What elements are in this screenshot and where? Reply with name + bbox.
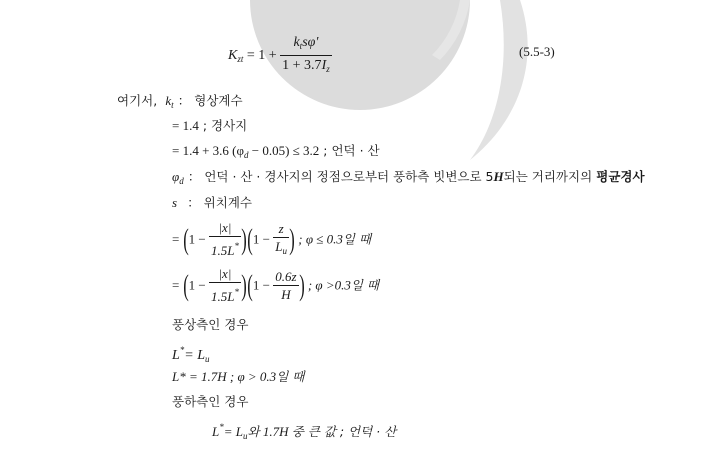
downwind-label: 풍하측인 경우 (172, 394, 249, 409)
downwind-eq: $L^*= L_u$와 1.7H 중 큰 값 ; 언덕 · 산 (212, 422, 397, 441)
upwind-label: 풍상측인 경우 (172, 317, 249, 332)
main-equation: $K_{zt} = 1$ + $\frac{k_ts\varphi'}{1 + 3.7I_z}$ (228, 34, 332, 78)
kt-value-hill: = 1.4 + 3.6 $(\varphi_d - 0.05) \le 3.2$ ; 언덕 · 산 (172, 143, 380, 160)
s-equation-2: = (1 − $\frac{|x|}{1.5L^*}$ )(1 − $\frac{0.6z}{H}$ ) ; φ >0.3일 때 (172, 266, 379, 304)
upwind-eq-1: $L^*= L_u$ (172, 345, 210, 364)
equation-number: (5.5-3) (519, 44, 555, 59)
where-kt-line: 여기서, $k_t$ ： 형상계수 (117, 93, 243, 110)
upwind-eq-2: L* = 1.7H ; φ > 0.3일 때 (172, 369, 305, 384)
phid-definition: $\varphi_d$ ： 언덕 · 산 · 경사지의 정점으로부터 풍하측 빗변으로 5H되는 거리까지의 평균경사 (172, 169, 645, 186)
s-definition: s ： 위치계수 (172, 195, 252, 210)
main-fraction: $\frac{k_ts\varphi'}{1 + 3.7I_z}$ (280, 34, 332, 78)
kt-value-slope: = 1.4 ; 경사지 (172, 118, 248, 133)
where-label: 여기서, (117, 93, 158, 108)
s-equation-1: = (1 − $\frac{|x|}{1.5L^*}$ )(1 − $\frac{z}{L_u}$ ) ; φ ≤ 0.3일 때 (172, 220, 372, 258)
